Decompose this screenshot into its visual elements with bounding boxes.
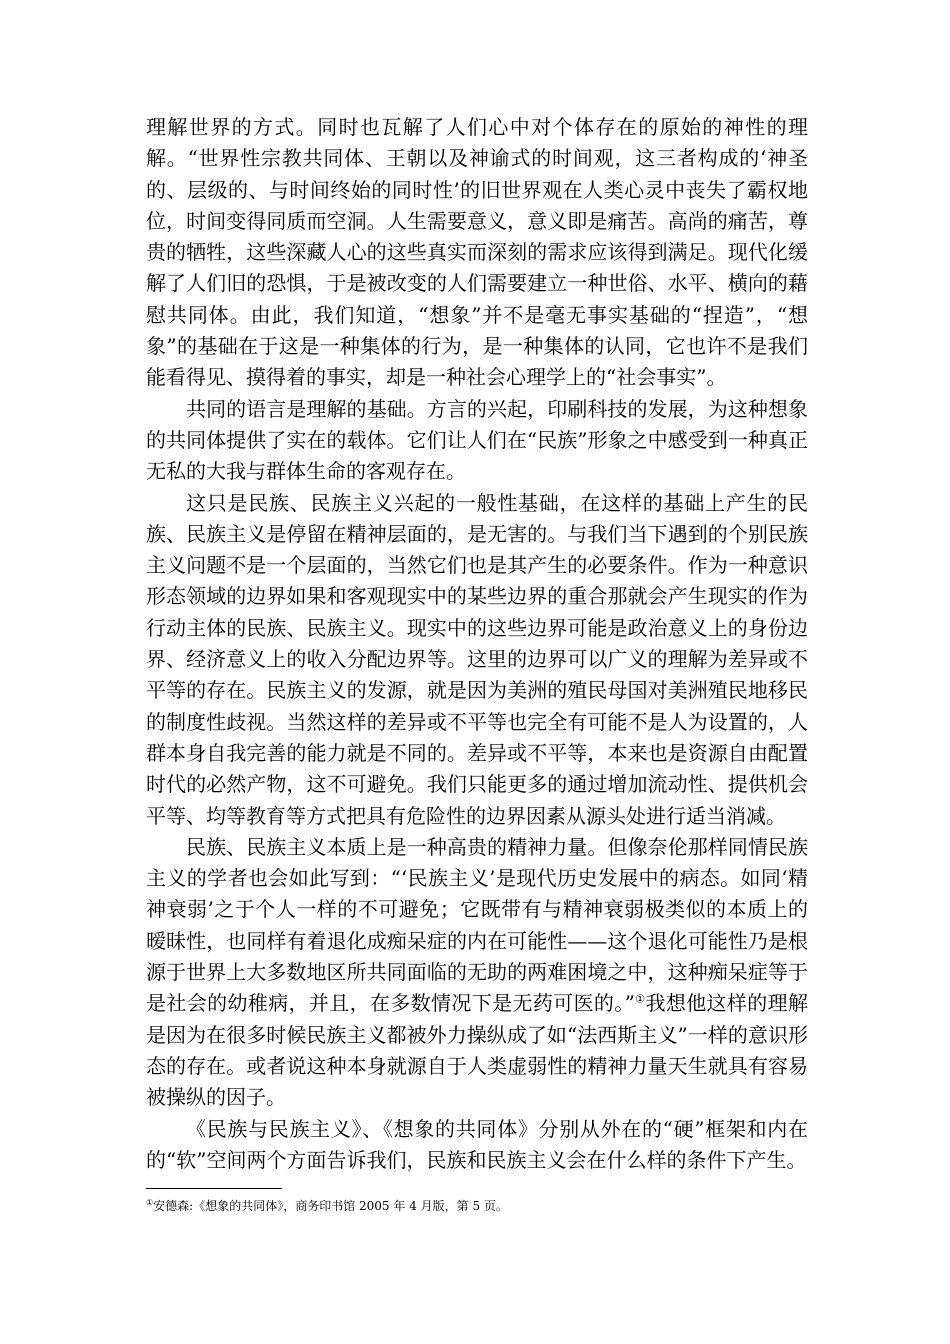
body-text xyxy=(146,112,808,1176)
paragraph-5: 《民族与民族主义》、《想象的共同体》分别从外在的“硬”框架和内在的“软”空间两个方面告诉我们，民族和民族主义会在什么样的条件下产生。 xyxy=(146,1116,808,1172)
paragraph-4-text-after: 我想他这样的理解是因为在很多时候民族主义都被外力操纵成了如“法西斯主义”一样的意识形态的存在。或者说这种本身就源自于人类虚弱性的精神力量天生就具有容易被操纵的因子。 xyxy=(146,991,808,1110)
footnote-separator xyxy=(146,1188,282,1189)
paragraph-4 xyxy=(146,832,808,1114)
footnote xyxy=(146,1197,826,1215)
paragraph-3: 这只是民族、民族主义兴起的一般性基础，在这样的基础上产生的民族、民族主义是停留在精神层面的，是无害的。与我们当下遇到的个别民族主义问题不是一个层面的，当然它们也是其产生的必要条件。作为一种意识形态领域的边界如果和客观现实中的某些边界的重合那就会产生现实的作为行动主体的民族、民族主义。现实中的这些边界可能是政治意义上的身份边界、经济意义上的收入分配边界等。这里的边界可以广义的理解为差异或不平等的存在。民族主义的发源，就是因为美洲的殖民母国对美洲殖民地移民的制度性歧视。当然这样的差异或不平等也完全有可能不是人为设置的，人群本身自我完善的能力就是不同的。差异或不平等，本来也是资源自由配置时代的必然产物，这不可避免。我们只能更多的通过增加流动性、提供机会平等、均等教育等方式把具有危险性的边界因素从源头处进行适当消减。 xyxy=(146,490,808,828)
footnote-number: ① xyxy=(146,1198,154,1207)
paragraph-1: 理解世界的方式。同时也瓦解了人们心中对个体存在的原始的神性的理解。“世界性宗教共同体、王朝以及神谕式的时间观，这三者构成的‘神圣的、层级的、与时间终始的同时性’的旧世界观在人类心灵中丧失了霸权地位，时间变得同质而空洞。人生需要意义，意义即是痛苦。高尚的痛苦，尊贵的牺牲，这些深藏人心的这些真实而深刻的需求应该得到满足。现代化缓解了人们旧的恐惧，于是被改变的人们需要建立一种世俗、水平、横向的藉慰共同体。由此，我们知道，“想象”并不是毫无事实基础的“捏造”，“想象”的基础在于这是一种集体的行为，是一种集体的认同，它也许不是我们能看得见、摸得着的事实，却是一种社会心理学上的“社会事实”。 xyxy=(146,115,808,390)
paragraph-2: 共同的语言是理解的基础。方言的兴起，印刷科技的发展，为这种想象的共同体提供了实在的载体。它们让人们在“民族”形象之中感受到一种真正无私的大我与群体生命的客观存在。 xyxy=(146,396,808,484)
paragraph-4-text-before: 民族、民族主义本质上是一种高贵的精神力量。但像奈伦那样同情民族主义的学者也会如此写到：“‘民族主义’是现代历史发展中的病态。如同‘精神衰弱’之于个人一样的不可避免；它既带有与精神衰弱极类似的本质上的暧昧性，也同样有着退化成痴呆症的内在可能性——这个退化可能性乃是根源于世界上大多数地区所共同面临的无助的两难困境之中，这种痴呆症等于是社会的幼稚病，并且，在多数情况下是无药可医的。” xyxy=(146,834,808,1016)
footnote-text: 安德森:《想象的共同体》，商务印书馆 2005 年 4 月版，第 5 页。 xyxy=(153,1199,508,1213)
footnote-reference-mark[interactable]: ① xyxy=(634,992,646,1006)
